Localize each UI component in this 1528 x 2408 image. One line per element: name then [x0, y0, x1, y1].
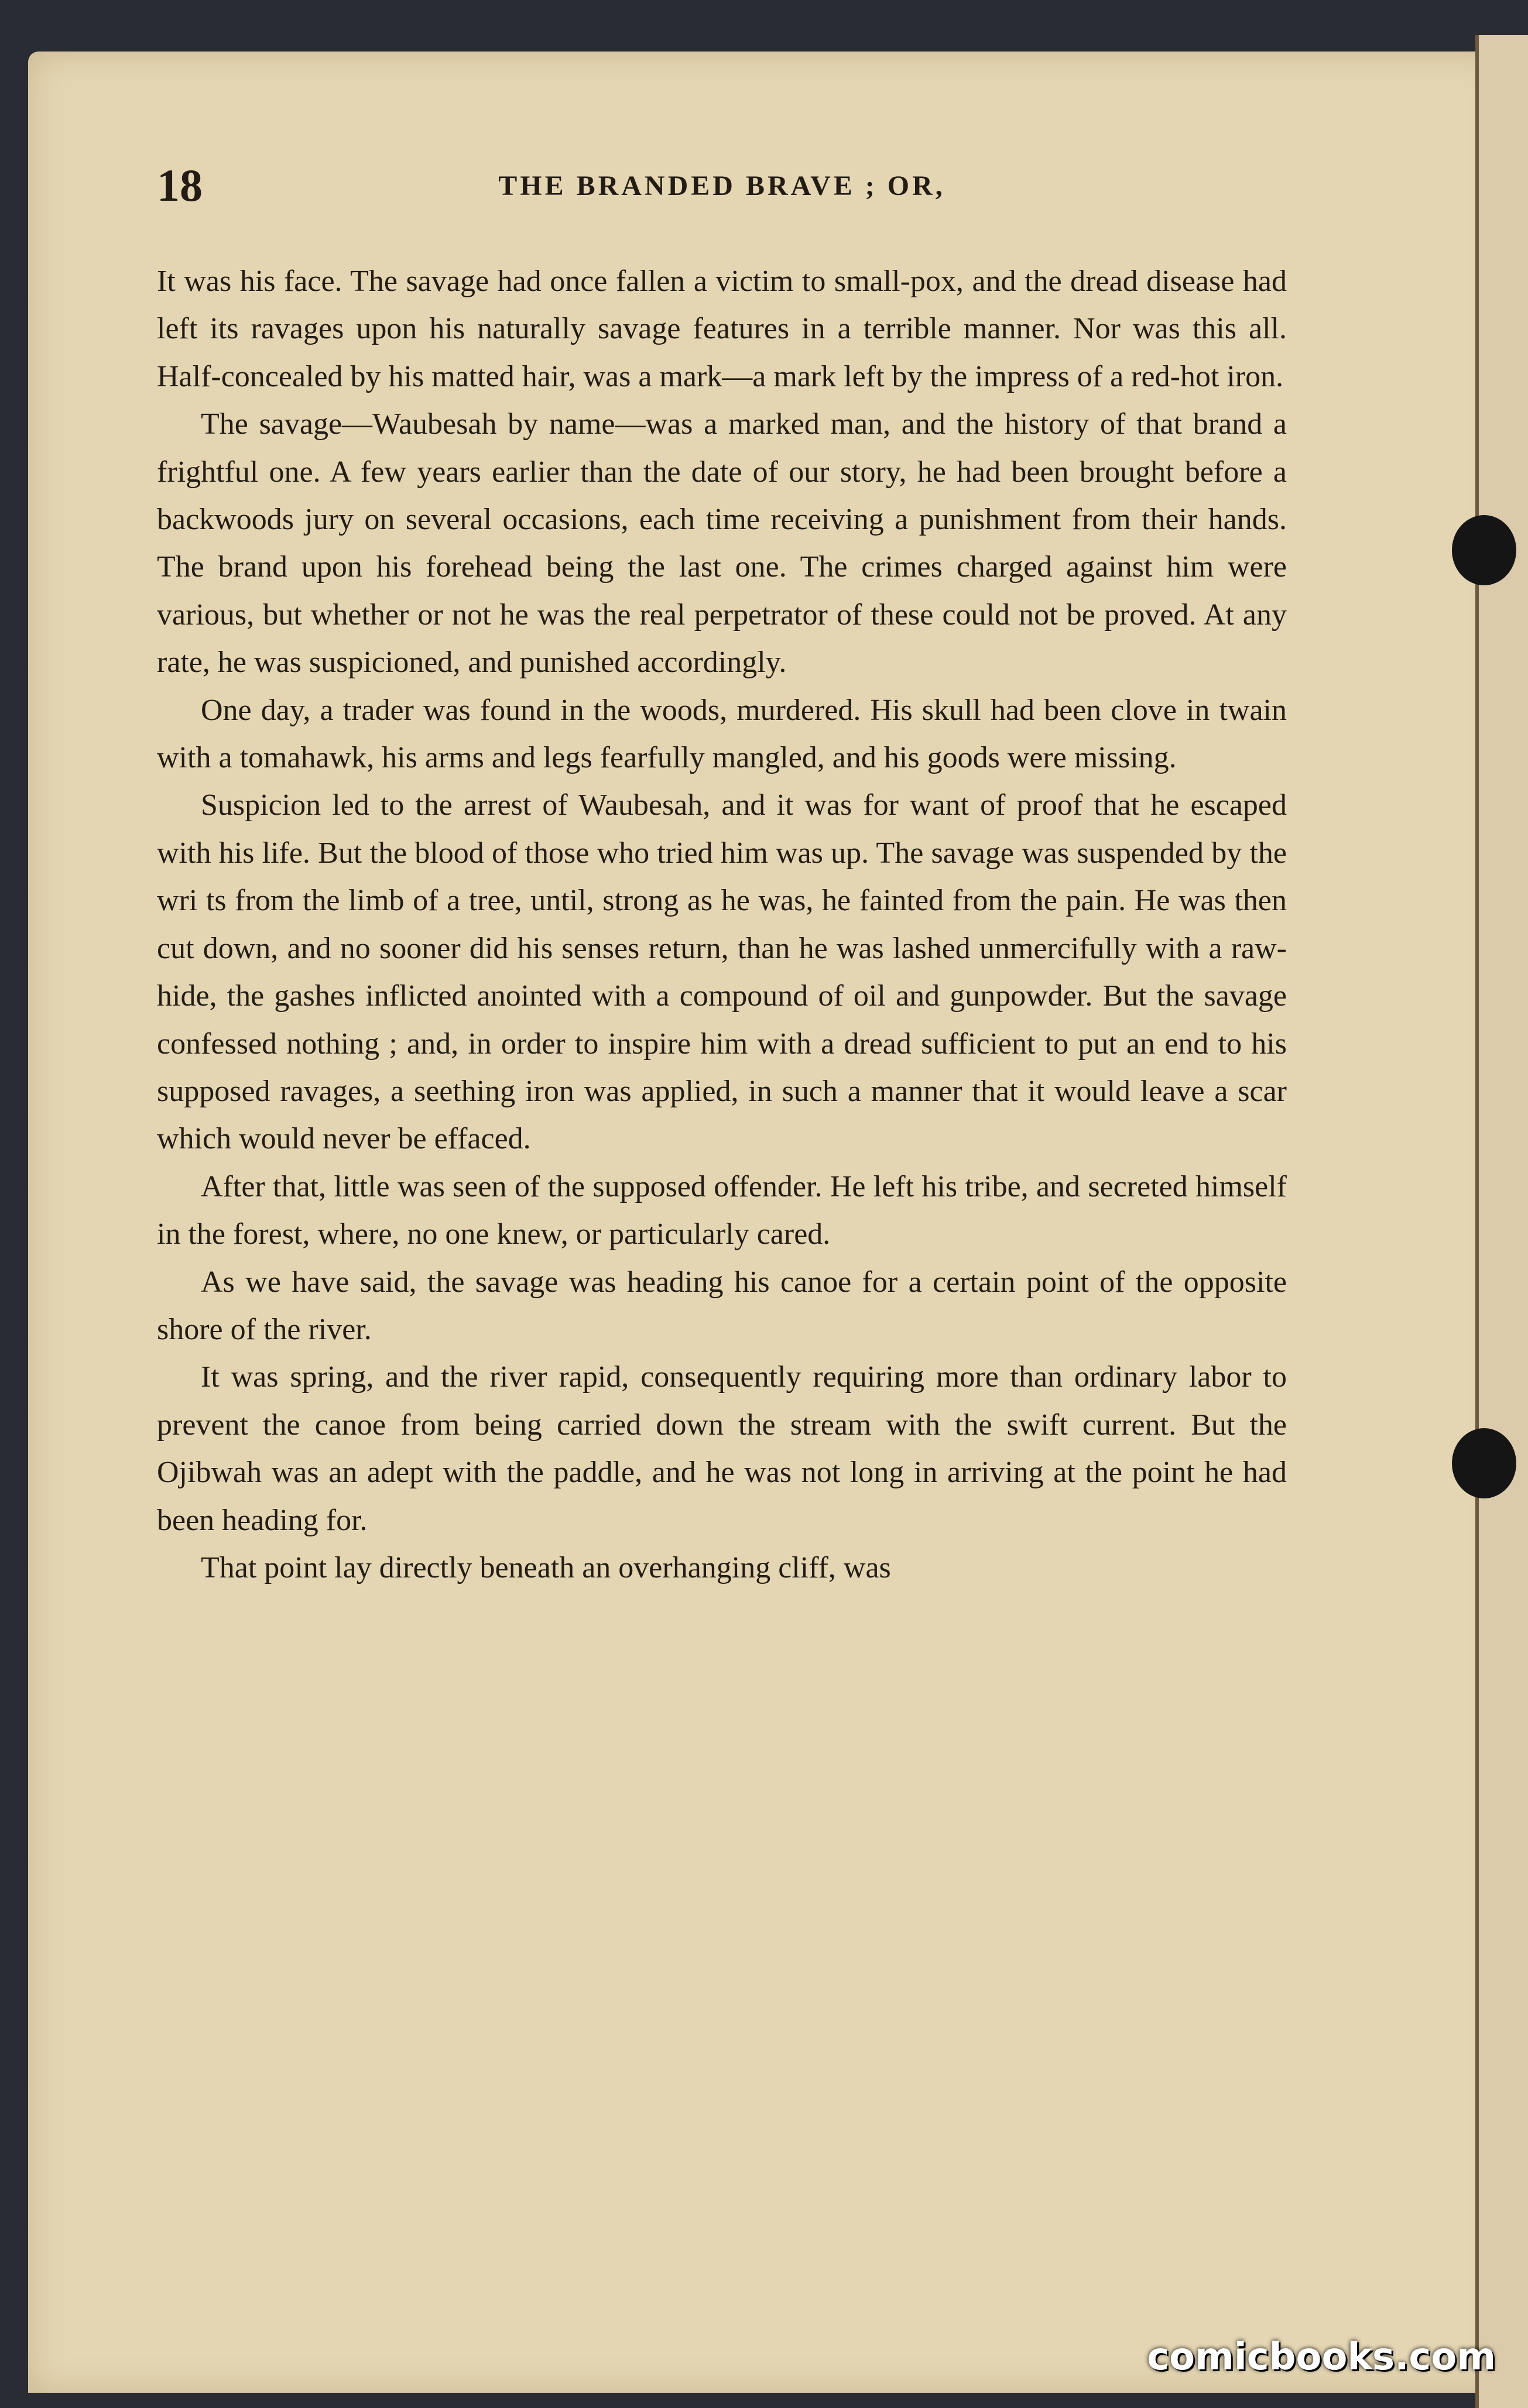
page-number: 18	[157, 160, 203, 211]
paragraph: It was his face. The savage had once fallen a victim to small-pox, and the dread disease had left its ravages upon his naturally savage features in a terrible manner. Nor was this all. Half-concealed by his matted hair, was a mark—a mark left by the impress of a red-hot iron.	[157, 265, 1287, 393]
page-header	[157, 159, 1287, 211]
binding-hole-lower	[1452, 1428, 1516, 1498]
paragraph: Suspicion led to the arrest of Waubesah, and it was for want of proof that he escaped with his life. But the blood of those who tried him was up. The savage was suspended by the wri ts from the limb of a tree, until, strong as he was, he fainted from the pain. He was then cut down, and no sooner did his senses return, than he was lashed unmercifully with a raw-hide, the gashes inflicted anointed with a compound of oil and gunpowder. But the savage confessed nothing ; and, in order to inspire him with a dread sufficient to put an end to his supposed ravages, a seething iron was applied, in such a manner that it would leave a scar which would never be effaced.	[157, 788, 1287, 1156]
binding-hole-upper	[1452, 515, 1516, 585]
paragraph: It was spring, and the river rapid, consequently requiring more than ordinary labor to prevent the canoe from being carried down the stream with the swift current. But the Ojibwah was an adept with the paddle, and he was not long in arriving at the point he had been heading for.	[157, 1360, 1287, 1537]
paragraph: That point lay directly beneath an overhanging cliff, was	[201, 1551, 891, 1584]
running-title: THE BRANDED BRAVE ; OR,	[498, 170, 945, 201]
paragraph: One day, a trader was found in the woods, murdered. His skull had been clove in twain with a tomahawk, his arms and legs fearfully mangled, and his goods were missing.	[157, 693, 1287, 775]
paragraph: After that, little was seen of the supposed offender. He left his tribe, and secreted himself in the forest, where, no one knew, or particularly cared.	[157, 1169, 1287, 1251]
facing-page-edge	[1475, 35, 1528, 2408]
watermark: comicbooks.com	[1147, 2335, 1496, 2379]
body-text	[157, 258, 1287, 1591]
paragraph: As we have said, the savage was heading his canoe for a certain point of the opposite shore of the river.	[157, 1265, 1287, 1346]
paragraph: The savage—Waubesah by name—was a marked man, and the history of that brand a frightful one. A few years earlier than the date of our story, he had been brought before a backwoods jury on several occasions, each time receiving a punishment from their hands. The brand upon his forehead being the last one. The crimes charged against him were various, but whether or not he was the real perpetrator of these could not be proved. At any rate, he was suspicioned, and punished accordingly.	[157, 407, 1287, 680]
